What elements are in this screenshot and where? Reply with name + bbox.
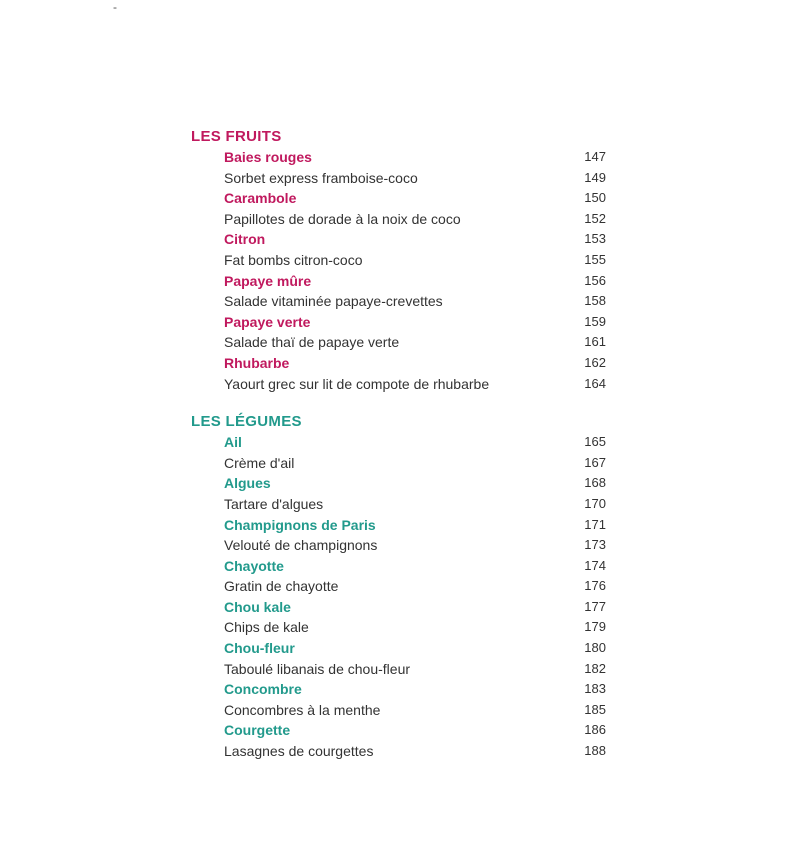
entry-page: 159 xyxy=(584,313,606,329)
entry-page: 179 xyxy=(584,619,606,635)
entry-label: Salade vitaminée papaye-crevettes xyxy=(224,293,443,310)
entry-label: Concombre xyxy=(224,681,302,698)
toc-entry xyxy=(191,229,606,250)
toc-entry xyxy=(191,209,606,230)
entry-label: Papillotes de dorade à la noix de coco xyxy=(224,210,461,227)
toc-entry xyxy=(191,168,606,189)
entry-page: 174 xyxy=(584,557,606,573)
entry-page: 170 xyxy=(584,495,606,511)
entry-label: Carambole xyxy=(224,190,297,207)
entry-page: 165 xyxy=(584,434,606,450)
toc-entry xyxy=(191,659,606,680)
toc-entry xyxy=(191,453,606,474)
toc-entry xyxy=(191,250,606,271)
entry-page: 162 xyxy=(584,354,606,370)
entry-page: 156 xyxy=(584,272,606,288)
toc-entry xyxy=(191,720,606,741)
entry-page: 147 xyxy=(584,149,606,164)
entry-label: Papaye verte xyxy=(224,313,311,330)
entry-label: Gratin de chayotte xyxy=(224,578,339,595)
entry-page: 155 xyxy=(584,251,606,267)
toc-entry xyxy=(191,494,606,515)
toc-entry xyxy=(191,353,606,374)
toc-entry xyxy=(191,700,606,721)
toc-entry xyxy=(191,515,606,536)
entry-page: 173 xyxy=(584,537,606,553)
entry-page: 168 xyxy=(584,475,606,491)
entry-label: Fat bombs citron-coco xyxy=(224,251,363,268)
entry-label: Chayotte xyxy=(224,557,284,574)
entry-label: Concombres à la menthe xyxy=(224,701,381,718)
entry-page: 183 xyxy=(584,681,606,697)
toc-entry xyxy=(191,617,606,638)
toc-entry xyxy=(191,432,606,453)
entry-label: Ail xyxy=(224,434,242,451)
entry-page: 152 xyxy=(584,210,606,226)
entry-label: Citron xyxy=(224,231,266,248)
entry-page: 177 xyxy=(584,598,606,614)
entry-page: 188 xyxy=(584,743,606,759)
entry-page: 171 xyxy=(584,516,606,532)
entry-label: Yaourt grec sur lit de compote de rhubarbe xyxy=(224,375,490,392)
entry-label: Salade thaï de papaye verte xyxy=(224,334,400,351)
entry-page: 186 xyxy=(584,722,606,738)
entry-label: Chou-fleur xyxy=(224,640,295,657)
entry-page: 158 xyxy=(584,293,606,309)
entry-label: Velouté de champignons xyxy=(224,537,378,554)
entry-label: Rhubarbe xyxy=(224,354,290,371)
entry-label: Papaye mûre xyxy=(224,272,312,289)
entry-label: Baies rouges xyxy=(224,149,312,165)
toc-entry xyxy=(191,374,606,395)
entry-label: Taboulé libanais de chou-fleur xyxy=(224,660,411,677)
entry-page: 182 xyxy=(584,660,606,676)
entry-page: 150 xyxy=(584,190,606,206)
section-title: LES LÉGUMES xyxy=(191,413,302,431)
section-fruits xyxy=(191,127,606,394)
entry-label: Lasagnes de courgettes xyxy=(224,743,374,760)
toc-entry xyxy=(191,188,606,209)
toc-entry xyxy=(191,473,606,494)
toc-entry xyxy=(191,147,606,168)
entry-page: 153 xyxy=(584,231,606,247)
toc-entry xyxy=(191,312,606,333)
section-title: LES FRUITS xyxy=(191,128,282,145)
entry-label: Crème d'ail xyxy=(224,454,295,471)
toc-entry xyxy=(191,638,606,659)
entry-page: 180 xyxy=(584,640,606,656)
entry-page: 185 xyxy=(584,701,606,717)
entry-label: Sorbet express framboise-coco xyxy=(224,169,418,186)
corner-mark: - xyxy=(113,0,117,14)
entry-label: Courgette xyxy=(224,722,291,739)
entry-label: Chips de kale xyxy=(224,619,309,636)
toc-entry xyxy=(191,332,606,353)
table-of-contents xyxy=(191,127,606,780)
entry-page: 161 xyxy=(584,334,606,350)
entry-page: 176 xyxy=(584,578,606,594)
entry-label: Champignons de Paris xyxy=(224,516,376,533)
toc-entry xyxy=(191,556,606,577)
entry-label: Algues xyxy=(224,475,271,492)
toc-entry xyxy=(191,271,606,292)
entry-label: Tartare d'algues xyxy=(224,495,324,512)
toc-entry xyxy=(191,291,606,312)
toc-entry xyxy=(191,535,606,556)
entry-page: 164 xyxy=(584,375,606,391)
entry-page: 149 xyxy=(584,169,606,185)
toc-entry xyxy=(191,597,606,618)
section-legumes xyxy=(191,412,606,762)
toc-entry xyxy=(191,741,606,762)
entry-page: 167 xyxy=(584,454,606,470)
toc-entry xyxy=(191,576,606,597)
toc-entry xyxy=(191,679,606,700)
entry-label: Chou kale xyxy=(224,598,291,615)
